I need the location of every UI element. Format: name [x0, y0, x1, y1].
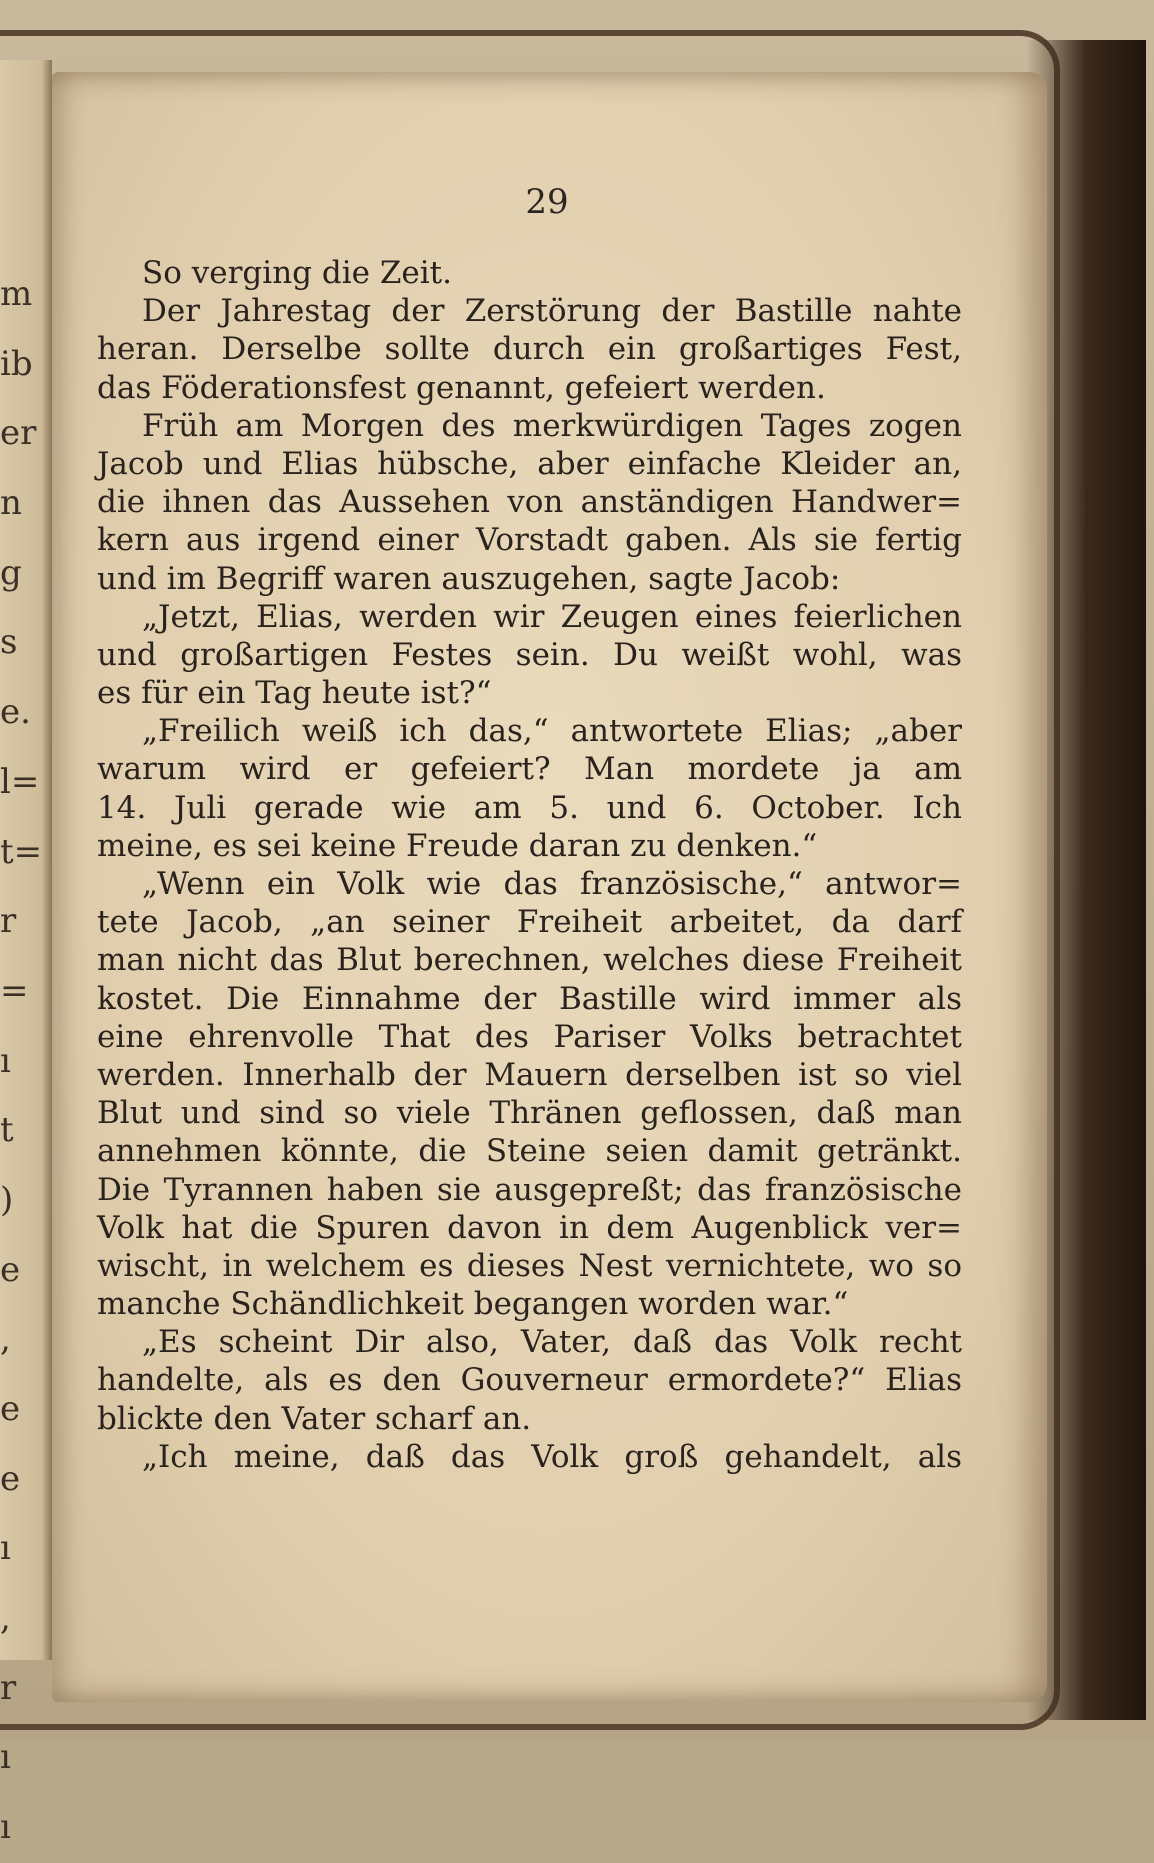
- page-body-text: [97, 254, 962, 1476]
- margin-fragment: ,: [0, 1598, 11, 1639]
- text-line: Die Tyrannen haben sie ausgepreßt; das französische: [97, 1171, 962, 1208]
- text-line: 14. Juli gerade wie am 5. und 6. October. Ich: [97, 789, 962, 826]
- margin-fragment: g: [0, 552, 22, 593]
- book-page: [52, 72, 1047, 1702]
- page-number: 29: [525, 182, 569, 222]
- text-line: Früh am Morgen des merkwürdigen Tages zogen: [142, 407, 962, 444]
- text-line: handelte, als es den Gouverneur ermordete?“ Elias: [97, 1362, 962, 1399]
- margin-fragment: r: [0, 901, 17, 942]
- margin-fragment: ı: [0, 1528, 11, 1569]
- text-line: „Ich meine, daß das Volk groß gehandelt, als: [142, 1438, 962, 1475]
- text-line: „Jetzt, Elias, werden wir Zeugen eines feierlichen: [142, 598, 962, 635]
- text-line: „Es scheint Dir also, Vater, daß das Volk recht: [142, 1324, 962, 1361]
- text-line: wischt, in welchem es dieses Nest vernichtete, wo so: [97, 1247, 962, 1284]
- text-line: es für ein Tag heute ist?“: [97, 675, 492, 712]
- text-line: blickte den Vater scharf an.: [97, 1400, 532, 1437]
- text-line: annehmen könnte, die Steine seien damit getränkt.: [97, 1133, 962, 1170]
- margin-fragment: e: [0, 1249, 21, 1290]
- margin-fragment: n: [0, 483, 22, 524]
- text-line: Blut und sind so viele Thränen geflossen, daß man: [97, 1095, 962, 1132]
- text-line: So verging die Zeit.: [142, 255, 452, 291]
- text-line: manche Schändlichkeit begangen worden war.“: [97, 1286, 849, 1323]
- margin-fragment: er: [0, 413, 37, 454]
- margin-fragment: ): [0, 1179, 14, 1220]
- text-line: man nicht das Blut berechnen, welches diese Freiheit: [97, 942, 962, 979]
- margin-fragment: e.: [0, 692, 31, 733]
- margin-fragment: m: [0, 274, 33, 314]
- text-line: Jacob und Elias hübsche, aber einfache Kleider an,: [97, 445, 962, 482]
- margin-fragment: ı: [0, 1737, 11, 1778]
- text-line: eine ehrenvolle That des Pariser Volks betrachtet: [97, 1018, 962, 1055]
- margin-fragment: r: [0, 1667, 17, 1708]
- margin-fragment: e: [0, 1458, 21, 1499]
- text-line: meine, es sei keine Freude daran zu denken.“: [97, 827, 818, 864]
- margin-fragment: l=: [0, 761, 40, 802]
- text-line: tete Jacob, „an seiner Freiheit arbeitet, da darf: [97, 904, 962, 941]
- text-line: „Freilich weiß ich das,“ antwortete Elias; „aber: [142, 713, 962, 750]
- text-line: kostet. Die Einnahme der Bastille wird immer als: [97, 980, 962, 1017]
- margin-fragment: e: [0, 1389, 21, 1429]
- margin-fragment: t: [0, 1110, 14, 1151]
- text-line: das Föderationsfest genannt, gefeiert werden.: [97, 369, 826, 406]
- text-line: die ihnen das Aussehen von anständigen Handwer=: [97, 484, 962, 521]
- text-line: und im Begriff waren auszugehen, sagte Jacob:: [97, 560, 841, 597]
- margin-fragment: ,: [0, 1319, 11, 1360]
- margin-fragment: ı: [0, 1807, 11, 1848]
- text-line: und großartigen Festes sein. Du weißt wohl, was: [97, 636, 962, 673]
- margin-fragment: s: [0, 622, 18, 663]
- text-line: werden. Innerhalb der Mauern derselben ist so viel: [97, 1056, 962, 1093]
- margin-fragment: ib: [0, 343, 33, 384]
- text-line: heran. Derselbe sollte durch ein großartiges Fest,: [97, 331, 962, 368]
- text-line: kern aus irgend einer Vorstadt gaben. Als sie fertig: [97, 522, 962, 559]
- text-line: Volk hat die Spuren davon in dem Augenblick ver=: [97, 1209, 962, 1246]
- text-line: Der Jahrestag der Zerstörung der Bastille nahte: [142, 293, 962, 330]
- margin-fragment: t=: [0, 831, 43, 872]
- text-line: „Wenn ein Volk wie das französische,“ antwor=: [142, 866, 962, 902]
- margin-fragment: =: [0, 970, 29, 1011]
- text-line: warum wird er gefeiert? Man mordete ja am: [97, 751, 962, 788]
- margin-fragment: ı: [0, 1040, 11, 1081]
